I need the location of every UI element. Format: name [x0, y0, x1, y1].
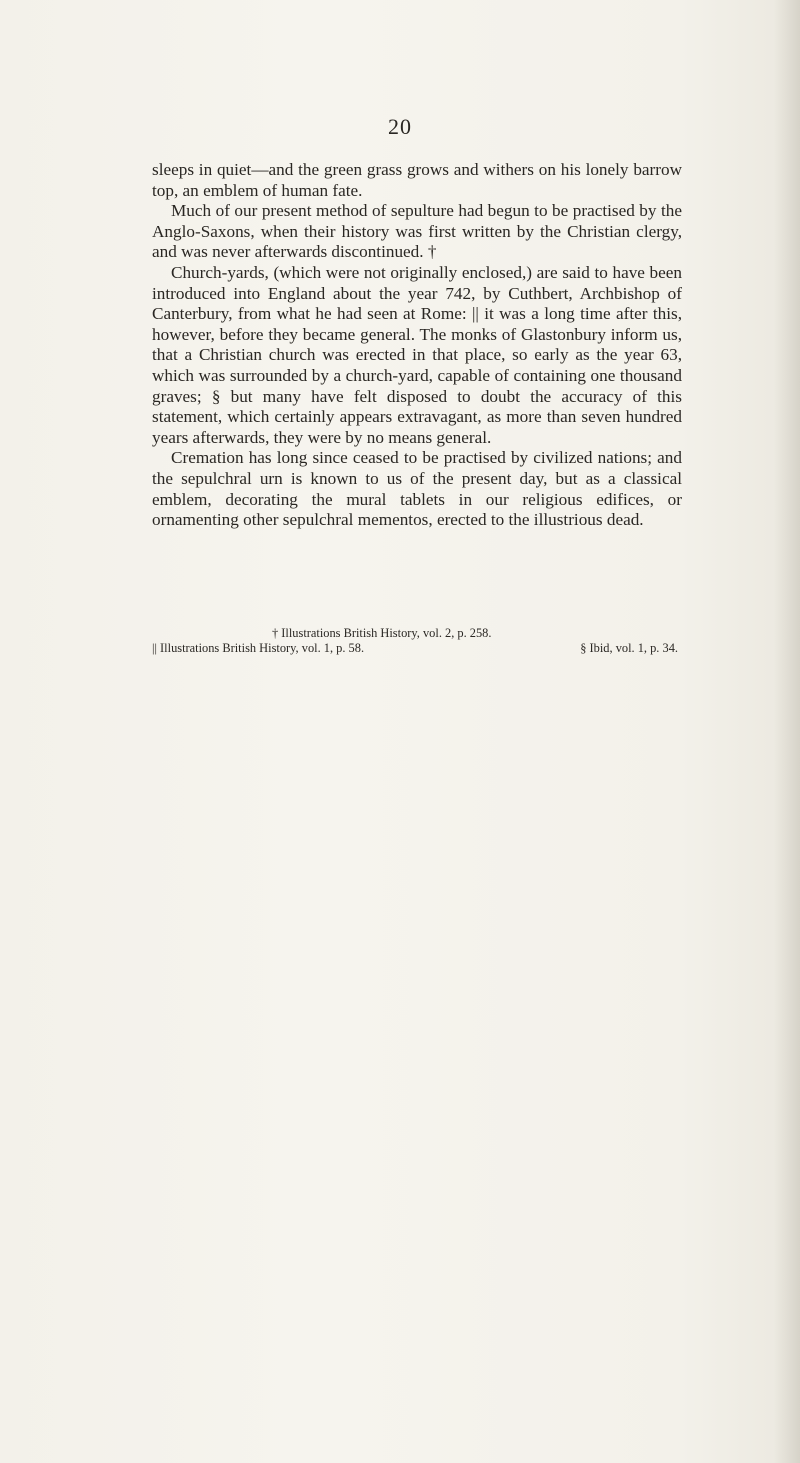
paragraph-church-yards: Church-yards, (which were not originally enclosed,) are said to have been introduced into England about the year 742, by Cuthbert, Archbishop of Canterbury, from what he had seen at Rome: || it was a long time after this, however, before they became general. The monks of Glastonbury inform us, that a Christian church was erected in that place, so early as the year 63, which was surrounded by a church-yard, capable of containing one thousand graves; § but many have felt disposed to doubt the accuracy of this statement, which certainly appears extravagant, as more than seven hundred years afterwards, they were by no means general.	[152, 262, 682, 447]
paragraph-cremation: Cremation has long since ceased to be practised by civilized nations; and the sepulchral urn is known to us of the present day, but as a classical emblem, decorating the mural tablets in our religious edifices, or ornamenting other sepulchral mementos, erected to the illustrious dead.	[152, 448, 682, 530]
page-edge-shadow	[774, 0, 800, 1463]
footnote-double-bar: || Illustrations British History, vol. 1, p. 58.	[152, 641, 365, 655]
body-text	[152, 160, 682, 531]
paragraph-sepulture: Much of our present method of sepulture had begun to be practised by the Anglo-Saxons, when their history was first written by the Christian clergy, and was never afterwards discontinued. †	[152, 201, 682, 262]
footnote-dagger: † Illustrations British History, vol. 2, p. 258.	[272, 626, 492, 640]
footnotes	[152, 626, 682, 656]
footnote-section: § Ibid, vol. 1, p. 34.	[580, 641, 678, 655]
page-number: 20	[388, 114, 412, 139]
paragraph-continuation: sleeps in quiet—and the green grass grows and withers on his lonely barrow top, an emblem of human fate.	[152, 160, 682, 200]
footnote-row-1	[152, 626, 682, 641]
footnote-row-2	[152, 641, 682, 656]
